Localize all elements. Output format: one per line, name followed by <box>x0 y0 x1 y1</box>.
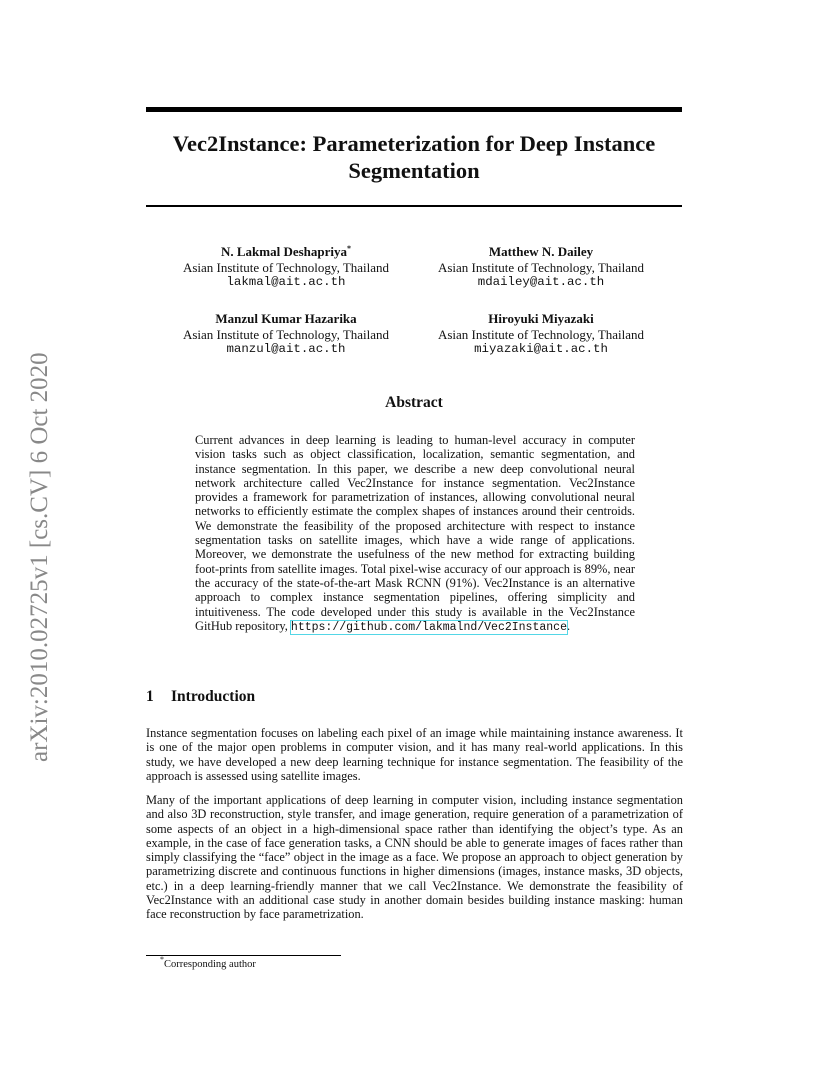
footnote-mark: * <box>347 244 352 253</box>
author-block <box>146 311 426 358</box>
abstract-heading: Abstract <box>385 394 443 411</box>
abstract-trailing: . <box>566 618 571 633</box>
paragraph: Many of the important applications of deep learning in computer vision, including instance segmentation and also 3D reconstruction, style transfer, and image generation, require generation of a parametrization of some aspects of an object in a high-dimensional space rather than identifying the object’s type. As an example, in the case of face generation tasks, a CNN should be able to generate images of faces rather than simply classifying the “face” object in the image as a face. We propose an approach to object generation by parametrizing discrete and continuous functions in higher dimensions (images, instance masks, 3D objects, etc.) in a deep learning-friendly manner that we call Vec2Instance. We demonstrate the feasibility of Vec2Instance with an additional case study in another domain besides building instance masking: human face reconstruction by face parametrization. <box>146 793 683 922</box>
author-affiliation: Asian Institute of Technology, Thailand <box>182 326 390 342</box>
author-name: Hiroyuki Miyazaki <box>488 311 594 326</box>
footnote-mark: * <box>160 955 164 964</box>
author-block <box>401 244 681 291</box>
title-rule <box>146 205 682 207</box>
author-name: N. Lakmal Deshapriya* <box>220 244 352 259</box>
author-name: Matthew N. Dailey <box>488 244 594 259</box>
github-link[interactable]: https://github.com/lakmalnd/Vec2Instance <box>290 620 567 634</box>
top-rule <box>146 107 682 112</box>
author-name: Manzul Kumar Hazarika <box>215 311 357 326</box>
footnote-rule <box>146 955 341 956</box>
arxiv-stamp: arXiv:2010.02725v1 [cs.CV] 6 Oct 2020 <box>26 352 53 762</box>
paragraph: Instance segmentation focuses on labeling each pixel of an image while maintaining instance awareness. It is one of the major open problems in computer vision, and it has many real-world applications. In this study, we have developed a new deep learning technique for instance segmentation. The feasibility of the approach is assessed using satellite images. <box>146 726 683 783</box>
abstract-body <box>195 433 635 635</box>
author-email[interactable]: lakmal@ait.ac.th <box>226 275 346 289</box>
author-email[interactable]: miyazaki@ait.ac.th <box>474 342 608 356</box>
footnote-text: Corresponding author <box>164 959 256 970</box>
section-number: 1 <box>146 688 154 705</box>
paper-title: Vec2Instance: Parameterization for Deep Instance Segmentation <box>172 131 656 183</box>
author-affiliation: Asian Institute of Technology, Thailand <box>437 326 645 342</box>
author-block <box>401 311 681 358</box>
author-email[interactable]: mdailey@ait.ac.th <box>477 275 605 289</box>
author-affiliation: Asian Institute of Technology, Thailand <box>437 259 645 275</box>
author-email[interactable]: manzul@ait.ac.th <box>226 342 346 356</box>
abstract-text: Current advances in deep learning is leading to human-level accuracy in computer vision tasks such as object classification, localization, semantic segmentation, and instance segmentation. In this paper, we describe a new deep convolutional neural network architecture called Vec2Instance for instance segmentation. Vec2Instance provides a framework for parametrization of instances, allowing convolutional neural networks to efficiently estimate the complex shapes of instances around their centroids. We demonstrate the feasibility of the proposed architecture with respect to instance segmentation tasks on satellite images, which have a wide range of applications. Moreover, we demonstrate the usefulness of the new method for extracting building foot-prints from satellite images. Total pixel-wise accuracy of our approach is 89%, near the accuracy of the state-of-the-art Mask RCNN (91%). Vec2Instance is an alternative approach to complex instance segmentation pipelines, offering simplicity and intuitiveness. The code developed under this study is available in the Vec2Instance GitHub repository, <box>195 433 635 633</box>
author-block <box>146 244 426 291</box>
footnote <box>160 955 256 971</box>
section-title: Introduction <box>171 688 256 705</box>
section-heading <box>146 688 255 706</box>
author-affiliation: Asian Institute of Technology, Thailand <box>182 259 390 275</box>
